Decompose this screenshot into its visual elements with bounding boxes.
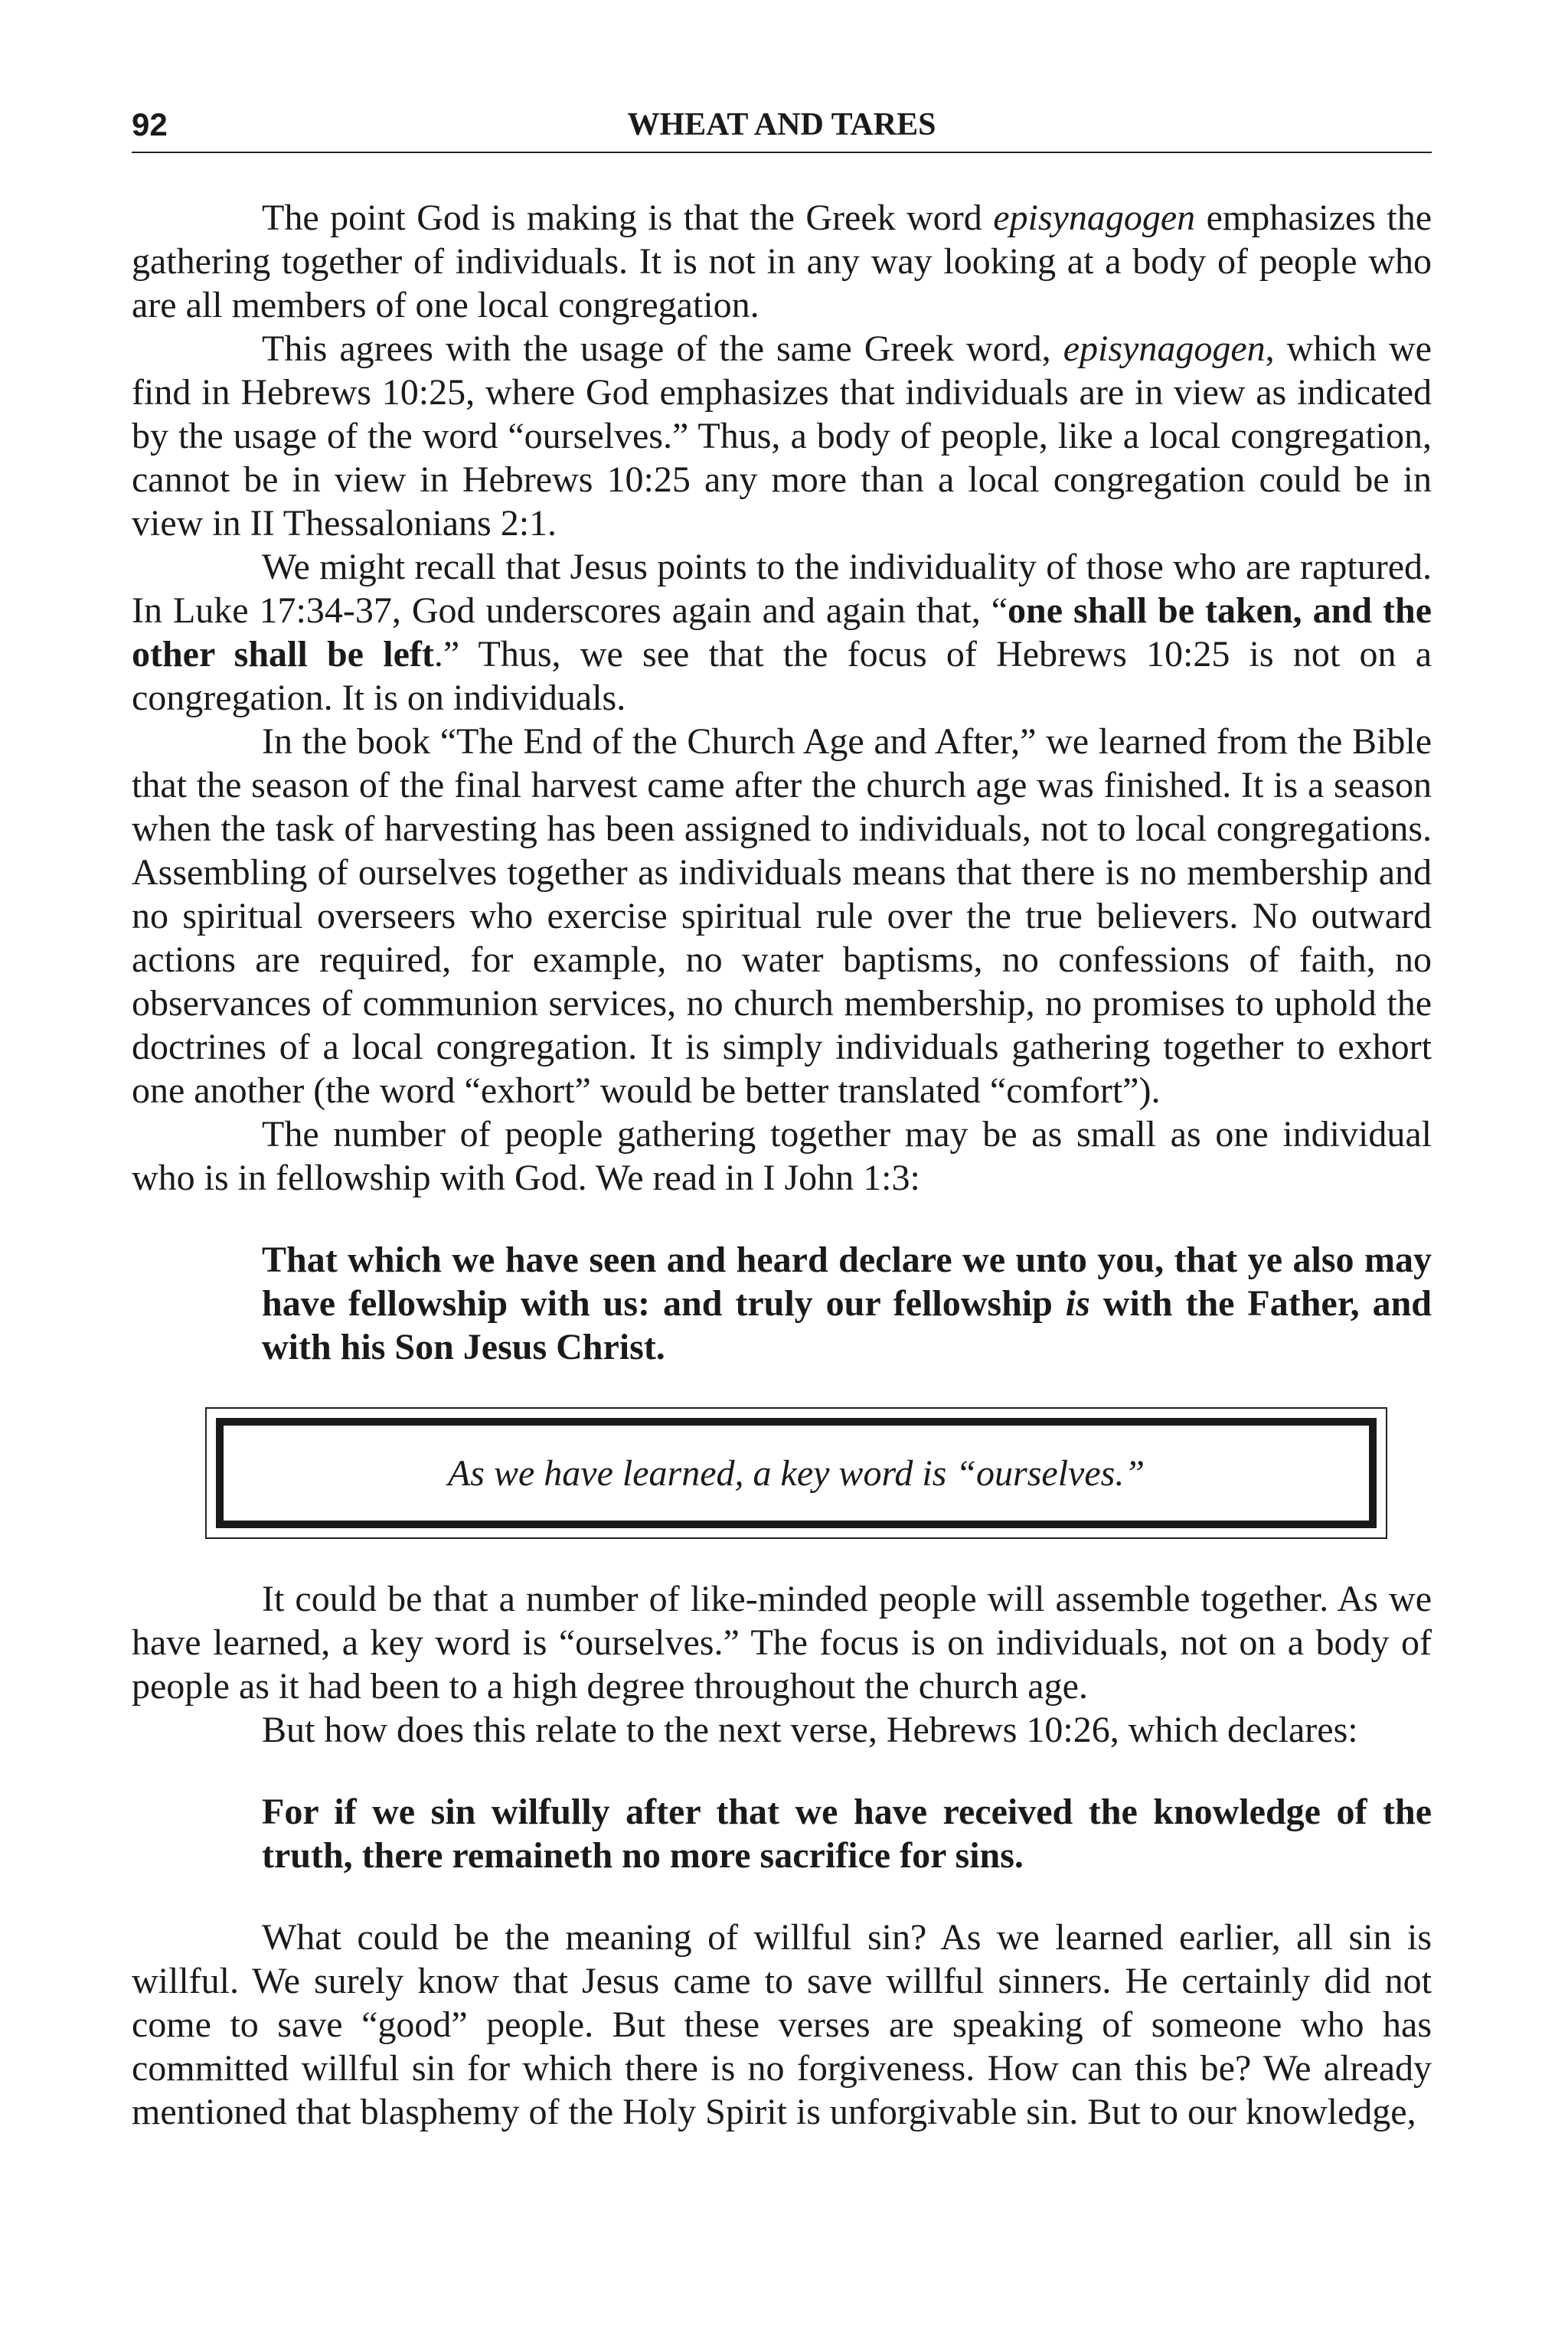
scripture-quote-2: For if we sin wilfully after that we have received the knowledge of the truth, there remaineth no more sacrifice for sins. [262,1792,1432,1876]
quote-1-italic: is [1065,1283,1090,1324]
paragraph-1-italic: episynagogen [993,198,1196,238]
paragraph-3-bold: one shall be taken, and the other shall be left [132,590,1432,675]
page-body [132,196,1432,2134]
page-header [132,98,1432,153]
running-title: WHEAT AND TARES [627,107,936,142]
paragraph-8: What could be the meaning of willful sin? As we learned earlier, all sin is willful. We surely know that Jesus came to save willful sinners. He certainly did not come to save “good” people. But these verses are speaking of someone who has committed willful sin for which there is no forgiveness. How can this be? We already mentioned that blasphemy of the Holy Spirit is unforgivable sin. But to our knowledge, [132,1917,1432,2132]
paragraph-6: It could be that a number of like-minded people will assemble together. As we have learned, a key word is “ourselves.” The focus is on individuals, not on a body of people as it had been to a high degree throughout the church age. [132,1579,1432,1707]
page-number: 92 [132,106,168,142]
paragraph-2-text-b: , which we find in Hebrews 10:25, where God emphasizes that individuals are in view as indicated by the usage of the word “ourselves.” Thus, a body of people, like a local congregation, cannot be in view in Hebrews 10:25 any more than a local congregation could be in view in II Thessalonians 2:1. [132,328,1432,544]
paragraph-2-text-a: This agrees with the usage of the same Greek word, [262,328,1063,369]
paragraph-1 [132,196,1432,327]
paragraph-1-text-a: The point God is making is that the Greek word [262,198,994,238]
paragraph-3 [132,545,1432,720]
paragraph-3-text-a: We might recall that Jesus points to the individuality of those who are raptured. In Luke 17:34-37, God underscores again and again that, “ [132,547,1432,631]
paragraph-2-italic: episynagogen [1063,328,1266,369]
callout-inner-frame [216,1418,1377,1528]
scripture-quote-1 [262,1238,1432,1369]
callout-box [205,1407,1387,1539]
paragraph-2 [132,327,1432,545]
paragraph-1-text-b: emphasizes the gathering together of individuals. It is not in any way looking at a body of people who are all members of one local congregation. [132,198,1432,325]
paragraph-7: But how does this relate to the next verse, Hebrews 10:26, which declares: [262,1710,1358,1750]
callout-text: As we have learned, a key word is “ourselves.” [447,1452,1145,1494]
paragraph-3-text-b: .” Thus, we see that the focus of Hebrews 10:25 is not on a congregation. It is on individuals. [132,634,1432,718]
quote-1-text-a: That which we have seen and heard declare we unto you, that ye also may have fellowship with us: and truly our fellowship [262,1240,1432,1324]
paragraph-4: In the book “The End of the Church Age and After,” we learned from the Bible that the season of the final harvest came after the church age was finished. It is a season when the task of harvesting has been assigned to individuals, not to local congregations. Assembling of ourselves together as individuals means that there is no membership and no spiritual overseers who exercise spiritual rule over the true believers. No outward actions are required, for example, no water baptisms, no confessions of faith, no observances of communion services, no church membership, no promises to uphold the doctrines of a local congregation. It is simply individuals gathering together to exhort one another (the word “exhort” would be better translated “comfort”). [132,721,1432,1111]
quote-1-text-b: with the Father, and with his Son Jesus Christ. [262,1283,1432,1367]
paragraph-5: The number of people gathering together may be as small as one individual who is in fellowship with God. We read in I John 1:3: [132,1114,1432,1198]
